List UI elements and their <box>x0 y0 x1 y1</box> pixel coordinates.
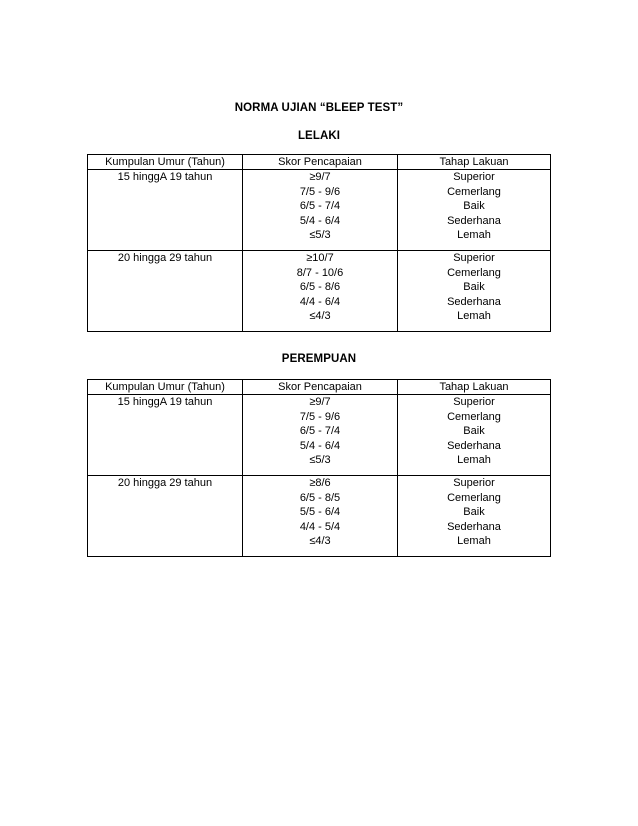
level-cell <box>398 395 551 476</box>
score-value: ≤4/3 <box>309 310 331 323</box>
column-header-score: Skor Pencapaian <box>243 155 398 170</box>
level-value: Sederhana <box>447 295 501 308</box>
score-value: 6/5 - 8/6 <box>299 281 341 294</box>
age-group-label: 20 hingga 29 tahun <box>117 252 213 264</box>
level-value: Superior <box>453 171 495 183</box>
table-header-row <box>88 155 551 170</box>
score-value: 8/7 - 10/6 <box>296 266 344 279</box>
column-header-age-group: Kumpulan Umur (Tahun) <box>88 155 243 170</box>
level-value: Lemah <box>457 454 491 467</box>
level-value: Sederhana <box>447 214 501 227</box>
level-value: Superior <box>453 396 495 408</box>
score-cell <box>243 170 398 251</box>
level-value: Superior <box>453 477 495 489</box>
document-title: NORMA UJIAN “BLEEP TEST” <box>234 102 404 114</box>
score-cell <box>243 395 398 476</box>
table-row <box>88 395 551 476</box>
column-header-level: Tahap Lakuan <box>398 380 551 395</box>
section-heading-lelaki: LELAKI <box>297 130 341 142</box>
column-header-score: Skor Pencapaian <box>243 380 398 395</box>
score-value: ≥9/7 <box>309 171 331 183</box>
age-group-label: 15 hinggA 19 tahun <box>117 171 213 183</box>
level-value: Baik <box>463 425 485 438</box>
score-value: ≥8/6 <box>309 477 331 489</box>
level-value: Baik <box>463 506 485 519</box>
score-value: 5/4 - 6/4 <box>299 439 341 452</box>
table-row <box>88 476 551 557</box>
level-value: Cemerlang <box>447 491 501 504</box>
age-group-cell <box>88 476 243 557</box>
level-value: Cemerlang <box>447 266 501 279</box>
score-value: ≥9/7 <box>309 396 331 408</box>
age-group-label: 15 hinggA 19 tahun <box>117 396 213 408</box>
level-value: Lemah <box>457 310 491 323</box>
norm-table-lelaki <box>87 154 551 332</box>
score-value: 7/5 - 9/6 <box>299 185 341 198</box>
score-value: 6/5 - 8/5 <box>299 491 341 504</box>
level-value: Cemerlang <box>447 185 501 198</box>
age-group-cell <box>88 170 243 251</box>
level-cell <box>398 170 551 251</box>
score-value: 7/5 - 9/6 <box>299 410 341 423</box>
level-value: Lemah <box>457 229 491 242</box>
section-heading-perempuan: PEREMPUAN <box>281 353 357 365</box>
age-group-cell <box>88 251 243 332</box>
score-value: 5/4 - 6/4 <box>299 214 341 227</box>
level-value: Sederhana <box>447 520 501 533</box>
score-value: 6/5 - 7/4 <box>299 425 341 438</box>
norm-table-perempuan <box>87 379 551 557</box>
table-row <box>88 251 551 332</box>
score-value: ≤4/3 <box>309 535 331 548</box>
level-value: Baik <box>463 281 485 294</box>
score-value: 4/4 - 6/4 <box>299 295 341 308</box>
score-value: ≤5/3 <box>309 229 331 242</box>
score-value: ≤5/3 <box>309 454 331 467</box>
level-value: Baik <box>463 200 485 213</box>
age-group-label: 20 hingga 29 tahun <box>117 477 213 489</box>
score-value: 5/5 - 6/4 <box>299 506 341 519</box>
level-value: Superior <box>453 252 495 264</box>
level-cell <box>398 251 551 332</box>
table-row <box>88 170 551 251</box>
column-header-level: Tahap Lakuan <box>398 155 551 170</box>
score-cell <box>243 476 398 557</box>
table-header-row <box>88 380 551 395</box>
score-value: ≥10/7 <box>306 252 334 264</box>
level-value: Cemerlang <box>447 410 501 423</box>
score-value: 6/5 - 7/4 <box>299 200 341 213</box>
level-value: Sederhana <box>447 439 501 452</box>
score-value: 4/4 - 5/4 <box>299 520 341 533</box>
level-cell <box>398 476 551 557</box>
level-value: Lemah <box>457 535 491 548</box>
score-cell <box>243 251 398 332</box>
age-group-cell <box>88 395 243 476</box>
column-header-age-group: Kumpulan Umur (Tahun) <box>88 380 243 395</box>
